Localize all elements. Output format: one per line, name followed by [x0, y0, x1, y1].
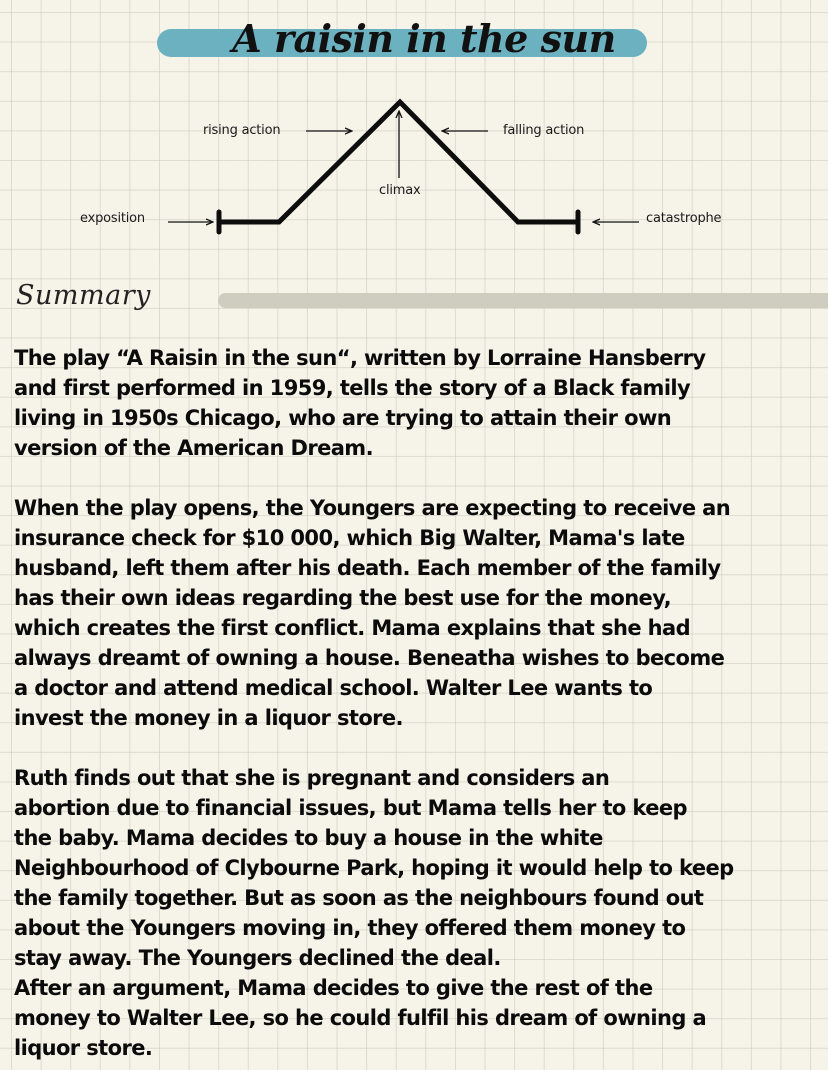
- label-falling-action: falling action: [503, 123, 585, 138]
- text-line: has their own ideas regarding the best use for the money,: [14, 586, 672, 610]
- text-line: The play “A Raisin in the sun“, written by Lorraine Hansberry: [14, 346, 706, 370]
- text-line: always dreamt of owning a house. Beneatha wishes to become: [14, 646, 725, 670]
- text-line: After an argument, Mama decides to give the rest of the: [14, 976, 653, 1000]
- text-line: insurance check for $10 000, which Big Walter, Mama's late: [14, 526, 685, 550]
- text-line: When the play opens, the Youngers are expecting to receive an: [14, 496, 731, 520]
- label-exposition: exposition: [80, 211, 145, 226]
- text-line: Ruth finds out that she is pregnant and considers an: [14, 766, 610, 790]
- text-line: Neighbourhood of Clybourne Park, hoping it would help to keep: [14, 856, 734, 880]
- text-line: abortion due to financial issues, but Mama tells her to keep: [14, 796, 687, 820]
- text-line: stay away. The Youngers declined the deal.: [14, 946, 501, 970]
- label-catastrophe: catastrophe: [646, 211, 722, 226]
- summary-heading: Summary: [16, 280, 151, 311]
- summary-paragraph-3: [14, 763, 814, 1063]
- text-line: liquor store.: [14, 1036, 153, 1060]
- summary-paragraph-2: [14, 493, 814, 733]
- text-line: the baby. Mama decides to buy a house in the white: [14, 826, 603, 850]
- text-line: husband, left them after his death. Each member of the family: [14, 556, 721, 580]
- summary-paragraph-1: [14, 343, 814, 463]
- text-line: about the Youngers moving in, they offered them money to: [14, 916, 686, 940]
- text-line: version of the American Dream.: [14, 436, 373, 460]
- text-line: a doctor and attend medical school. Walter Lee wants to: [14, 676, 653, 700]
- text-line: which creates the first conflict. Mama explains that she had: [14, 616, 691, 640]
- summary-divider-bar: [218, 293, 828, 308]
- page-title: A raisin in the sun: [232, 16, 616, 61]
- label-climax: climax: [379, 183, 421, 198]
- text-line: money to Walter Lee, so he could fulfil his dream of owning a: [14, 1006, 707, 1030]
- text-line: the family together. But as soon as the neighbours found out: [14, 886, 704, 910]
- text-line: living in 1950s Chicago, who are trying to attain their own: [14, 406, 672, 430]
- text-line: invest the money in a liquor store.: [14, 706, 403, 730]
- label-rising-action: rising action: [203, 123, 281, 138]
- text-line: and first performed in 1959, tells the story of a Black family: [14, 376, 691, 400]
